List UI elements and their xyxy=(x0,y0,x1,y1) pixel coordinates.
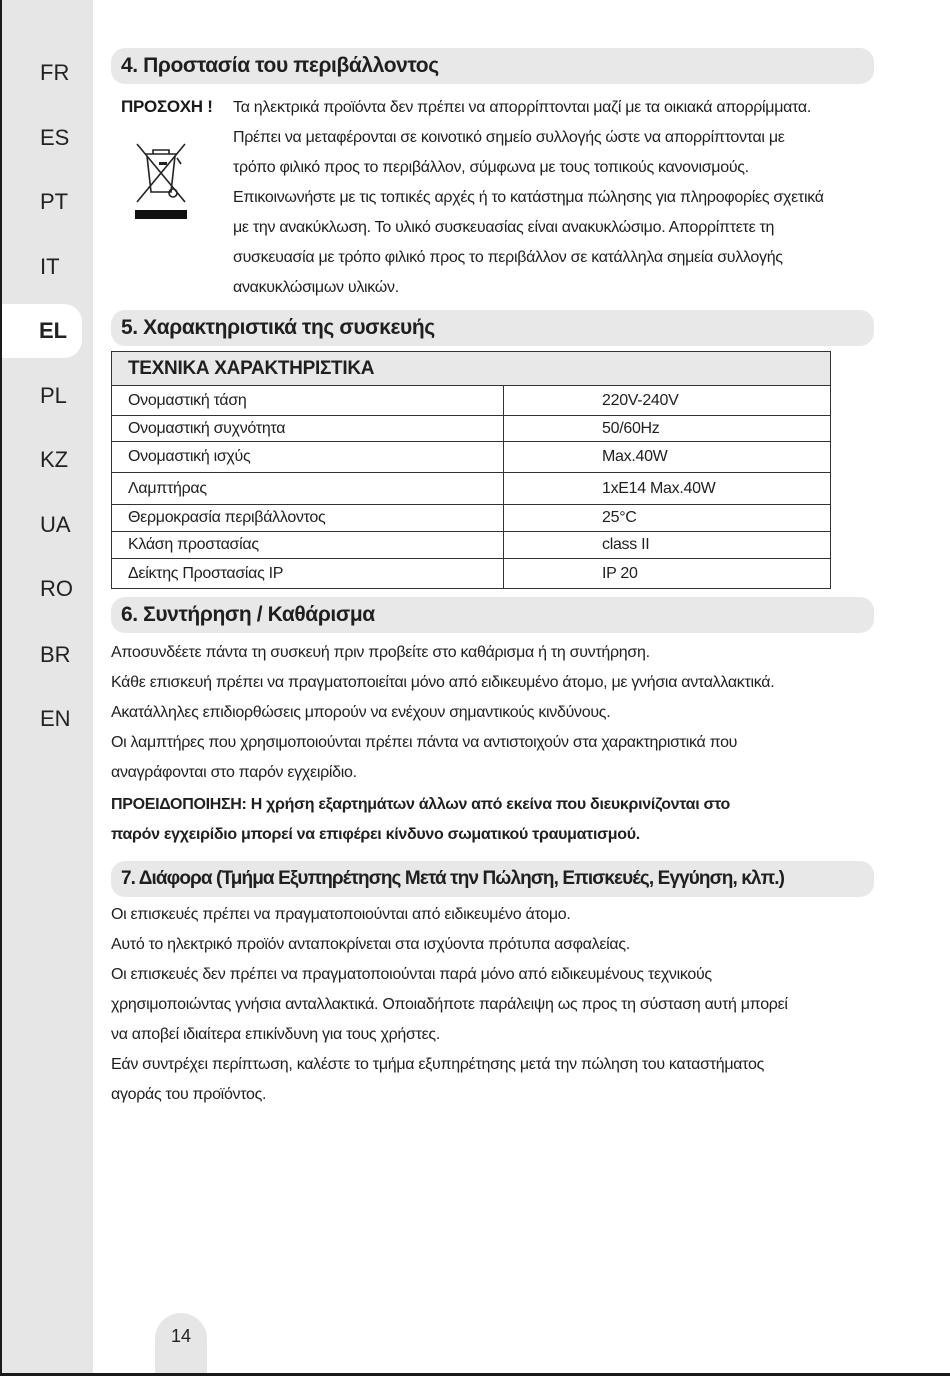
language-sidebar xyxy=(2,0,93,1376)
lang-tab-br[interactable]: BR xyxy=(40,642,71,667)
section-4-heading: 4. Προστασία του περιβάλλοντος xyxy=(111,48,874,84)
body-line: με την ανακύκλωση. Το υλικό συσκευασίας είναι ανακυκλώσιμο. Απορρίπτετε τη xyxy=(233,219,775,236)
spec-label: Κλάση προστασίας xyxy=(112,532,504,559)
technical-specs-table xyxy=(111,351,831,589)
spec-value: 25°C xyxy=(504,505,831,532)
body-line: αγοράς του προϊόντος. xyxy=(111,1086,267,1103)
lang-tab-pt[interactable]: PT xyxy=(40,189,69,214)
weee-crossed-bin-icon xyxy=(133,140,189,226)
spec-value: 1xE14 Max.40W xyxy=(504,473,831,505)
spec-label: Ονομαστική ισχύς xyxy=(112,442,504,473)
body-line: Οι επισκευές πρέπει να πραγματοποιούνται από ειδικευμένο άτομο. xyxy=(111,906,571,923)
body-line: Κάθε επισκευή πρέπει να πραγματοποιείται μόνο από ειδικευμένο άτομο, με γνήσια ανταλλακτικά. xyxy=(111,674,775,691)
lang-tab-pl[interactable]: PL xyxy=(40,383,67,408)
lang-tab-it[interactable]: IT xyxy=(40,254,60,279)
spec-value: Max.40W xyxy=(504,442,831,473)
spec-value: 50/60Hz xyxy=(504,416,831,442)
table-row xyxy=(112,473,831,505)
lang-tab-es[interactable]: ES xyxy=(40,125,70,150)
body-line: Αποσυνδέετε πάντα τη συσκευή πριν προβείτε στο καθάρισμα ή τη συντήρηση. xyxy=(111,644,650,661)
table-row xyxy=(112,386,831,416)
lang-tab-ro[interactable]: RO xyxy=(40,576,73,601)
body-line: Αυτό το ηλεκτρικό προϊόν ανταποκρίνεται στα ισχύοντα πρότυπα ασφαλείας. xyxy=(111,936,630,953)
table-header: ΤΕΧΝΙΚΑ ΧΑΡΑΚΤΗΡΙΣΤΙΚΑ xyxy=(112,352,831,386)
spec-label: Ονομαστική συχνότητα xyxy=(112,416,504,442)
body-line: ανακυκλώσιμων υλικών. xyxy=(233,279,399,296)
body-line: συσκευασία με τρόπο φιλικό προς το περιβάλλον σε κατάλληλα σημεία συλλογής xyxy=(233,249,783,266)
section-6-body xyxy=(111,638,774,850)
spec-value: IP 20 xyxy=(504,559,831,589)
warning-line: ΠΡΟΕΙΔΟΠΟΙΗΣΗ: Η χρήση εξαρτημάτων άλλων από εκείνα που διευκρινίζονται στο xyxy=(111,796,731,813)
body-line: χρησιμοποιώντας γνήσια ανταλλακτικά. Οποιαδήποτε παράλειψη ως προς τη σύσταση αυτή μπορεί xyxy=(111,996,788,1013)
table-row xyxy=(112,559,831,589)
spec-label: Ονομαστική τάση xyxy=(112,386,504,416)
section-7-body xyxy=(111,900,788,1110)
spec-value: class II xyxy=(504,532,831,559)
lang-tab-kz[interactable]: KZ xyxy=(40,447,69,472)
warning-line: παρόν εγχειρίδιο μπορεί να επιφέρει κίνδυνο σωματικού τραυματισμού. xyxy=(111,826,640,843)
spec-label: Λαμπτήρας xyxy=(112,473,504,505)
page-number: 14 xyxy=(155,1313,207,1376)
section-7-heading: 7. Διάφορα (Τμήμα Εξυπηρέτησης Μετά την Πώληση, Επισκευές, Εγγύηση, κλπ.) xyxy=(111,861,874,897)
body-line: να αποβεί ιδιαίτερα επικίνδυνη για τους χρήστες. xyxy=(111,1026,440,1043)
body-line: Εάν συντρέχει περίπτωση, καλέστε το τμήμα εξυπηρέτησης μετά την πώληση του καταστήματος xyxy=(111,1056,764,1073)
table-row xyxy=(112,532,831,559)
body-line: Επικοινωνήστε με τις τοπικές αρχές ή το κατάστημα πώλησης για πληροφορίες σχετικά xyxy=(233,189,824,206)
section-5-heading: 5. Χαρακτηριστικά της συσκευής xyxy=(111,310,874,346)
section-4-body xyxy=(233,93,824,303)
body-line: τρόπο φιλικό προς το περιβάλλον, σύμφωνα με τους τοπικούς κανονισμούς. xyxy=(233,159,749,176)
spec-label: Θερμοκρασία περιβάλλοντος xyxy=(112,505,504,532)
caution-label: ΠΡΟΣΟΧΗ ! xyxy=(121,97,213,116)
body-line: Ακατάλληλες επιδιορθώσεις μπορούν να ενέχουν σημαντικούς κινδύνους. xyxy=(111,704,611,721)
body-line: Τα ηλεκτρικά προϊόντα δεν πρέπει να απορρίπτονται μαζί με τα οικιακά απορρίμματα. xyxy=(233,99,811,116)
lang-tab-fr[interactable]: FR xyxy=(40,60,70,85)
table-row xyxy=(112,442,831,473)
table-row xyxy=(112,505,831,532)
body-line: Πρέπει να μεταφέρονται σε κοινοτικό σημείο συλλογής ώστε να απορρίπτονται με xyxy=(233,129,785,146)
spec-label: Δείκτης Προστασίας IP xyxy=(112,559,504,589)
lang-tab-en[interactable]: EN xyxy=(40,706,71,731)
body-line: αναγράφονται στο παρόν εγχειρίδιο. xyxy=(111,764,357,781)
body-line: Οι λαμπτήρες που χρησιμοποιούνται πρέπει πάντα να αντιστοιχούν στα χαρακτηριστικά που xyxy=(111,734,738,751)
lang-tab-ua[interactable]: UA xyxy=(40,512,71,537)
section-6-heading: 6. Συντήρηση / Καθάρισμα xyxy=(111,597,874,633)
body-line: Οι επισκευές δεν πρέπει να πραγματοποιούνται παρά μόνο από ειδικευμένους τεχνικούς xyxy=(111,966,712,983)
table-row xyxy=(112,416,831,442)
lang-tab-el-active[interactable]: EL xyxy=(2,304,82,358)
spec-value: 220V-240V xyxy=(504,386,831,416)
